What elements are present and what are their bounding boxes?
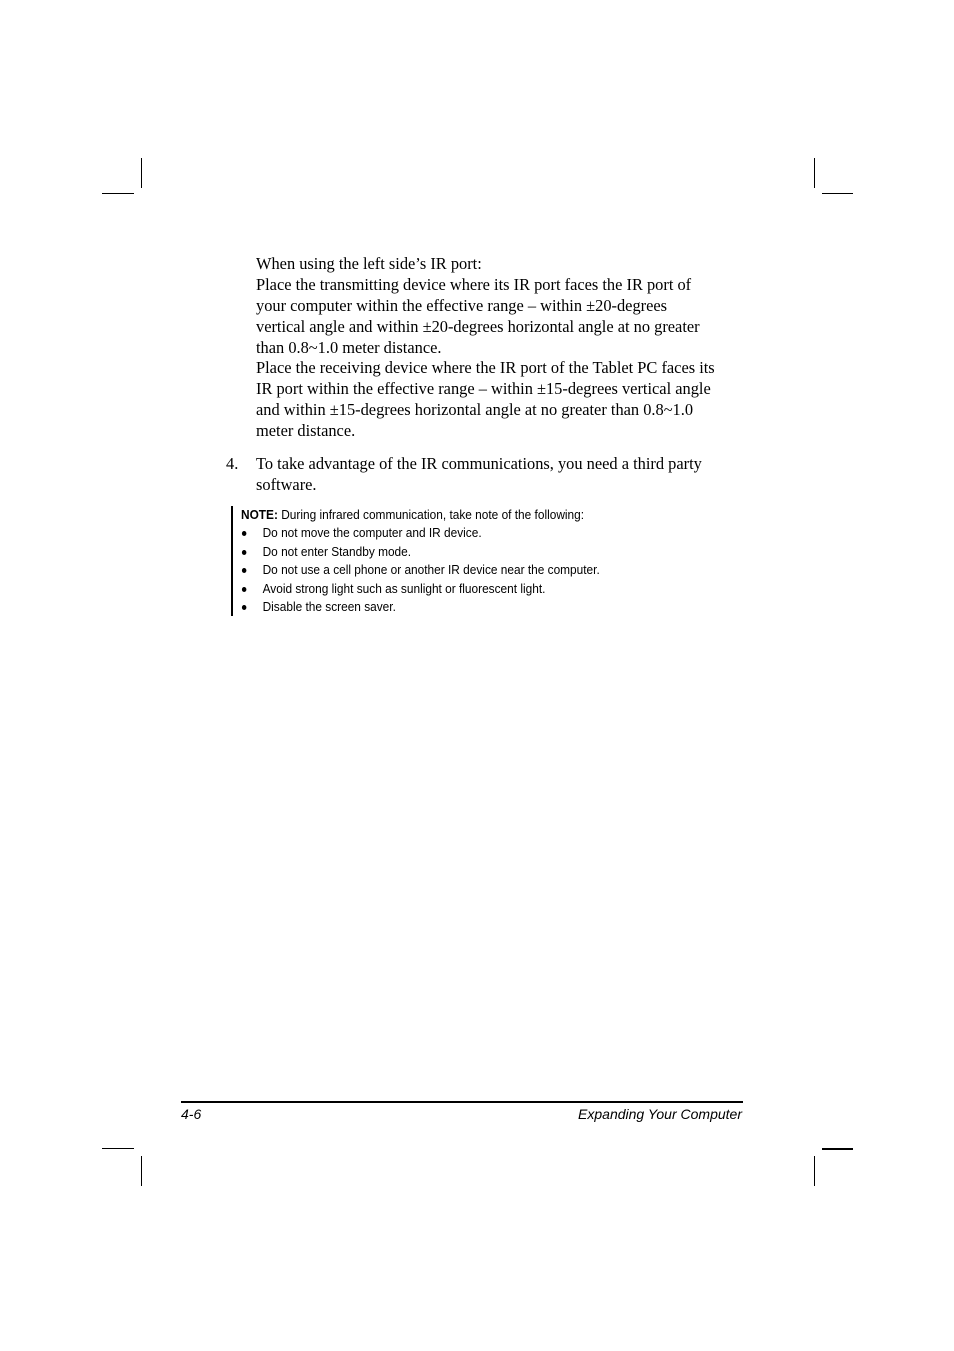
page-number: 4-6 — [181, 1106, 202, 1122]
note-item-text: Do not enter Standby mode. — [262, 543, 412, 559]
note-side-bar — [231, 506, 233, 616]
body-line: vertical angle and within ±20-degrees horizontal angle at no greater — [256, 316, 700, 336]
body-line: Place the receiving device where the IR port of the Tablet PC faces its — [256, 358, 715, 378]
bullet-icon — [242, 531, 247, 536]
bullet-icon — [242, 568, 247, 573]
step-line: To take advantage of the IR communications, you need a third party — [256, 454, 702, 473]
note-list-item — [241, 543, 600, 561]
chapter-title: Expanding Your Computer — [578, 1106, 742, 1122]
note-item-text: Do not use a cell phone or another IR device near the computer. — [262, 562, 600, 578]
bullet-icon — [242, 587, 247, 592]
note-heading — [241, 506, 600, 524]
crop-mark-top-left-vertical — [141, 158, 142, 188]
note-list-item — [241, 598, 600, 616]
note-list-item — [241, 524, 600, 542]
body-line: meter distance. — [256, 421, 356, 441]
body-line: Place the transmitting device where its IR port faces the IR port of — [256, 274, 692, 294]
crop-mark-top-left-horizontal — [102, 193, 134, 194]
left-port-instructions — [256, 254, 748, 442]
crop-mark-bottom-left-horizontal — [102, 1148, 134, 1149]
crop-mark-bottom-left-vertical — [141, 1156, 142, 1186]
step-text — [256, 454, 702, 496]
footer-rule — [181, 1101, 743, 1103]
note-label: NOTE: — [241, 507, 278, 522]
note-intro: During infrared communication, take note of the following: — [277, 507, 585, 522]
body-line: than 0.8~1.0 meter distance. — [256, 337, 442, 357]
body-line: IR port within the effective range – within ±15-degrees vertical angle — [256, 379, 711, 399]
crop-mark-top-right-horizontal — [822, 193, 853, 194]
note-box — [241, 506, 600, 616]
note-item-text: Avoid strong light such as sunlight or fluorescent light. — [262, 580, 546, 596]
step-number: 4. — [226, 454, 239, 473]
note-item-text: Do not move the computer and IR device. — [262, 525, 482, 541]
note-item-text: Disable the screen saver. — [262, 598, 396, 614]
crop-mark-top-right-vertical — [814, 158, 815, 188]
crop-mark-bottom-right-horizontal — [822, 1148, 853, 1150]
body-line: When using the left side’s IR port: — [256, 254, 482, 273]
bullet-icon — [242, 605, 247, 610]
crop-mark-bottom-right-vertical — [814, 1156, 815, 1186]
body-line: and within ±15-degrees horizontal angle at no greater than 0.8~1.0 — [256, 400, 694, 420]
bullet-icon — [242, 550, 247, 555]
note-list-item — [241, 580, 600, 598]
step-line: software. — [256, 474, 317, 494]
note-list-item — [241, 561, 600, 579]
body-line: your computer within the effective range – within ±20-degrees — [256, 295, 668, 315]
note-list — [241, 524, 600, 616]
